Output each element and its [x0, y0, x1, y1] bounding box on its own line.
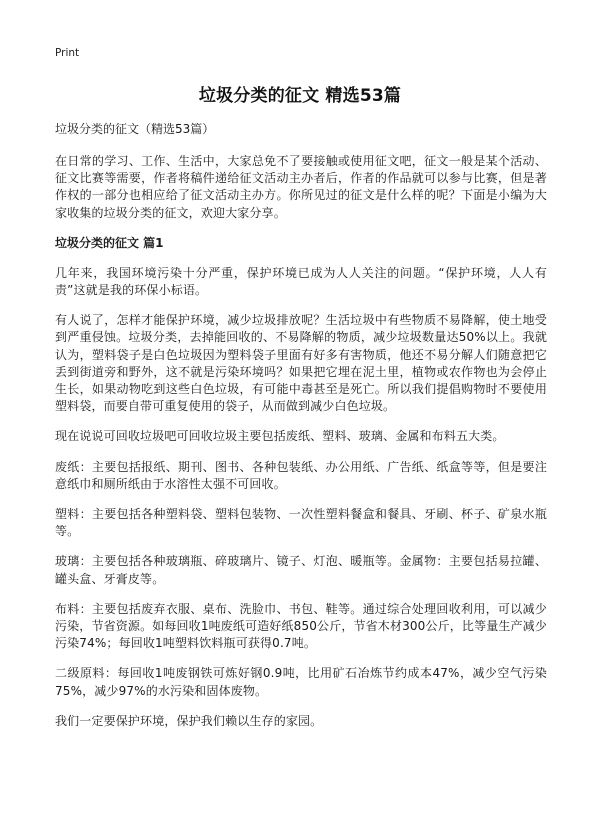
intro-paragraph: 在日常的学习、工作、生活中，大家总免不了要接触或使用征文吧，征文一般是某个活动、征文比赛等需要，作者将稿件递给征文活动主办者后，作者的作品就可以参与比赛，但是著作权的一部分也相应给了征文活动主办方。你所见过的征文是什么样的呢？下面是小编为大家收集的垃圾分类的征文，欢迎大家分享。 — [55, 154, 547, 220]
body-paragraph: 废纸：主要包括报纸、期刊、图书、各种包装纸、办公用纸、广告纸、纸盒等等，但是要注意纸巾和厕所纸由于水溶性太强不可回收。 — [55, 459, 547, 491]
body-paragraph: 塑料：主要包括各种塑料袋、塑料包装物、一次性塑料餐盒和餐具、牙刷、杯子、矿泉水瓶等。 — [55, 507, 547, 539]
body-paragraph: 二级原料：每回收1吨废钢铁可炼好钢0.9吨，比用矿石冶炼节约成本47%，减少空气污染75%，减少97%的水污染和固体废物。 — [55, 666, 547, 698]
body-paragraph: 几年来，我国环境污染十分严重，保护环境已成为人人关注的问题。“保护环境，人人有责”这就是我的环保小标语。 — [55, 265, 547, 298]
document-subtitle: 垃圾分类的征文（精选53篇） — [55, 122, 215, 136]
body-paragraph: 现在说说可回收垃圾吧可回收垃圾主要包括废纸、塑料、玻璃、金属和布料五大类。 — [55, 429, 505, 444]
section-heading: 垃圾分类的征文 篇1 — [55, 235, 164, 250]
print-label[interactable]: Print — [55, 47, 80, 59]
document-body — [55, 121, 547, 743]
body-paragraph: 我们一定要保护环境，保护我们赖以生存的家园。 — [55, 713, 323, 728]
body-paragraph: 有人说了，怎样才能保护环境，减少垃圾排放呢？生活垃圾中有些物质不易降解，使土地受到严重侵蚀。垃圾分类，去掉能回收的、不易降解的物质，减少垃圾数量达50%以上。我就认为，塑料袋子是白色垃圾因为塑料袋子里面有好多有害物质，他还不易分解人们随意把它丢到街道旁和野外，这不就是污染环境吗？如果把它埋在泥土里，植物或农作物也为会停止生长，如果动物吃到这些白色垃圾，有可能中毒甚至是死亡。所以我们提倡购物时不要使用塑料袋，而要自带可重复使用的袋子，从而做到减少白色垃圾。 — [55, 313, 547, 414]
document-title: 垃圾分类的征文 精选53篇 — [198, 86, 402, 106]
body-paragraph: 玻璃：主要包括各种玻璃瓶、碎玻璃片、镜子、灯泡、暖瓶等。金属物：主要包括易拉罐、罐头盒、牙膏皮等。 — [55, 554, 547, 586]
body-paragraph: 布料：主要包括废弃衣服、桌布、洗脸巾、书包、鞋等。通过综合处理回收利用，可以减少污染，节省资源。如每回收1吨废纸可造好纸850公斤，节省木材300公斤，比等量生产减少污染74%；每回收1吨塑料饮料瓶可获得0.7吨。 — [55, 601, 547, 651]
